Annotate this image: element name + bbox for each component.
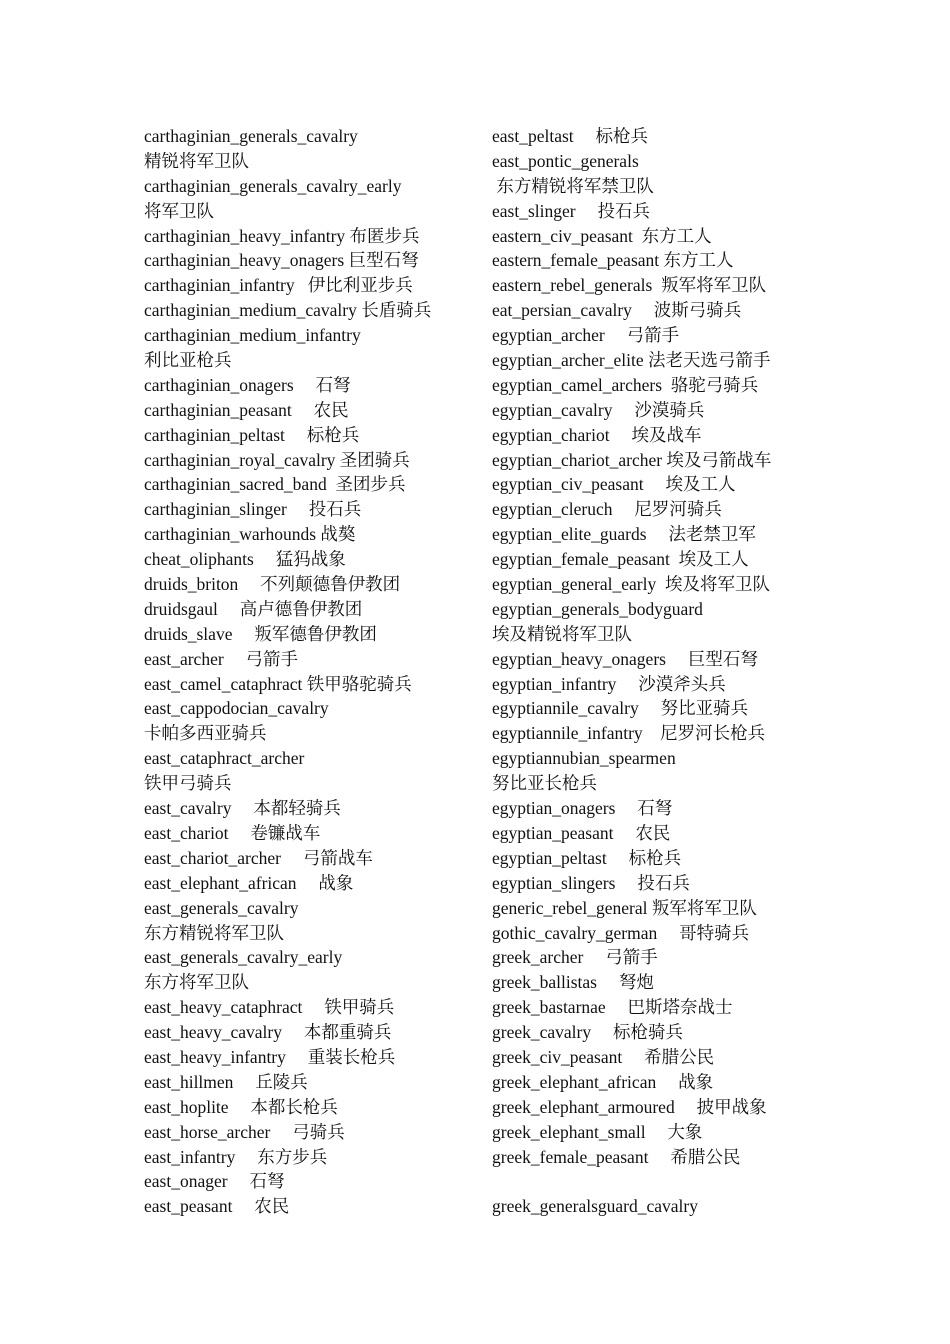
list-item: egyptian_archer_elite 法老天选弓箭手: [492, 350, 771, 371]
list-item: greek_cavalry 标枪骑兵: [492, 1022, 683, 1043]
list-item: 努比亚长枪兵: [492, 773, 597, 794]
list-item: egyptian_general_early 埃及将军卫队: [492, 574, 770, 595]
list-item: egyptian_cleruch 尼罗河骑兵: [492, 499, 722, 520]
list-item: egyptian_slingers 投石兵: [492, 872, 690, 893]
list-item: east_hoplite 本都长枪兵: [144, 1096, 338, 1117]
list-item: carthaginian_slinger 投石兵: [144, 499, 362, 520]
list-item: carthaginian_generals_cavalry: [144, 126, 358, 146]
list-item: carthaginian_peltast 标枪兵: [144, 424, 360, 445]
list-item: egyptiannile_cavalry 努比亚骑兵: [492, 698, 749, 719]
list-item: 利比亚枪兵: [144, 350, 232, 371]
list-item: egyptian_camel_archers 骆驼弓骑兵: [492, 374, 759, 395]
list-item: cheat_oliphants 猛犸战象: [144, 549, 346, 570]
list-item: egyptian_chariot_archer 埃及弓箭战车: [492, 449, 772, 470]
list-item: druids_slave 叛军德鲁伊教团: [144, 623, 377, 644]
list-item: east_camel_cataphract 铁甲骆驼骑兵: [144, 673, 412, 694]
list-item: east_generals_cavalry_early: [144, 947, 343, 968]
list-item: egyptian_female_peasant 埃及工人: [492, 549, 749, 570]
list-item: eastern_civ_peasant 东方工人: [492, 225, 712, 246]
list-item: egyptiannubian_spearmen: [492, 748, 676, 769]
list-item: gothic_cavalry_german 哥特骑兵: [492, 922, 750, 943]
list-item: carthaginian_medium_cavalry 长盾骑兵: [144, 300, 432, 321]
list-item: egyptian_peasant 农民: [492, 822, 671, 843]
list-item: 埃及精锐将军卫队: [492, 623, 632, 644]
left-column: [144, 124, 484, 1219]
list-item: greek_archer 弓箭手: [492, 947, 658, 968]
list-item: east_cataphract_archer: [144, 748, 305, 769]
list-item: east_elephant_african 战象: [144, 872, 354, 893]
list-item: greek_civ_peasant 希腊公民: [492, 1046, 715, 1067]
list-item: egyptian_generals_bodyguard: [492, 598, 703, 619]
list-item: east_heavy_infantry 重装长枪兵: [144, 1046, 396, 1067]
list-item: greek_elephant_african 战象: [492, 1071, 714, 1092]
list-item: carthaginian_heavy_infantry 布匿步兵: [144, 225, 420, 246]
list-item: east_hillmen 丘陵兵: [144, 1071, 308, 1092]
list-item: east_cavalry 本都轻骑兵: [144, 798, 341, 819]
list-item: greek_ballistas 弩炮: [492, 972, 654, 993]
list-item: egyptian_peltast 标枪兵: [492, 847, 682, 868]
list-item: carthaginian_sacred_band 圣团步兵: [144, 474, 406, 495]
list-item: generic_rebel_general 叛军将军卫队: [492, 897, 757, 918]
list-item: 精锐将军卫队: [144, 150, 249, 171]
list-item: eat_persian_cavalry 波斯弓骑兵: [492, 300, 742, 321]
list-item: egyptian_civ_peasant 埃及工人: [492, 474, 736, 495]
list-item: greek_elephant_armoured 披甲战象: [492, 1096, 767, 1117]
list-item: east_peasant 农民: [144, 1196, 290, 1217]
list-item: egyptian_onagers 石弩: [492, 798, 673, 819]
list-item: egyptian_infantry 沙漠斧头兵: [492, 673, 726, 694]
list-item: east_infantry 东方步兵: [144, 1146, 328, 1167]
list-item: carthaginian_medium_infantry: [144, 325, 361, 346]
list-item: greek_generalsguard_cavalry: [492, 1196, 699, 1217]
list-item: 将军卫队: [144, 200, 214, 221]
list-item: east_cappodocian_cavalry: [144, 698, 329, 719]
right-column: [492, 124, 912, 1219]
list-item: east_archer 弓箭手: [144, 648, 299, 669]
list-item: egyptiannile_infantry 尼罗河长枪兵: [492, 723, 766, 744]
list-item: druids_briton 不列颠德鲁伊教团: [144, 574, 401, 595]
list-item: east_chariot 卷镰战车: [144, 822, 321, 843]
list-item: carthaginian_onagers 石弩: [144, 374, 351, 395]
list-item: carthaginian_royal_cavalry 圣团骑兵: [144, 449, 410, 470]
list-item: east_chariot_archer 弓箭战车: [144, 847, 373, 868]
list-item: east_heavy_cavalry 本都重骑兵: [144, 1022, 392, 1043]
list-item: greek_elephant_small 大象: [492, 1121, 703, 1142]
list-item: 铁甲弓骑兵: [144, 773, 232, 794]
list-item: eastern_rebel_generals 叛军将军卫队: [492, 275, 767, 296]
list-item: east_pontic_generals: [492, 150, 639, 171]
list-item: carthaginian_generals_cavalry_early: [144, 175, 402, 196]
list-item: east_onager 石弩: [144, 1171, 285, 1192]
list-item: druidsgaul 高卢德鲁伊教团: [144, 598, 363, 619]
list-item: egyptian_elite_guards 法老禁卫军: [492, 524, 756, 545]
list-item: greek_female_peasant 希腊公民: [492, 1146, 741, 1167]
list-item: 东方精锐将军禁卫队: [492, 175, 654, 196]
list-item: east_peltast 标枪兵: [492, 126, 649, 146]
list-item: eastern_female_peasant 东方工人: [492, 250, 734, 271]
list-item: [492, 1169, 912, 1194]
list-item: carthaginian_infantry 伊比利亚步兵: [144, 275, 413, 296]
list-item: 卡帕多西亚骑兵: [144, 723, 267, 744]
list-item: 东方将军卫队: [144, 972, 249, 993]
list-item: 东方精锐将军卫队: [144, 922, 284, 943]
list-item: egyptian_archer 弓箭手: [492, 325, 680, 346]
list-item: east_horse_archer 弓骑兵: [144, 1121, 345, 1142]
list-item: egyptian_heavy_onagers 巨型石弩: [492, 648, 758, 669]
list-item: egyptian_cavalry 沙漠骑兵: [492, 399, 705, 420]
list-item: east_generals_cavalry: [144, 897, 299, 918]
list-item: carthaginian_peasant 农民: [144, 399, 349, 420]
list-item: carthaginian_heavy_onagers 巨型石弩: [144, 250, 419, 271]
list-item: east_slinger 投石兵: [492, 200, 650, 221]
list-item: egyptian_chariot 埃及战车: [492, 424, 702, 445]
list-item: greek_bastarnae 巴斯塔奈战士: [492, 997, 733, 1018]
list-item: carthaginian_warhounds 战獒: [144, 524, 356, 545]
list-item: east_heavy_cataphract 铁甲骑兵: [144, 997, 395, 1018]
